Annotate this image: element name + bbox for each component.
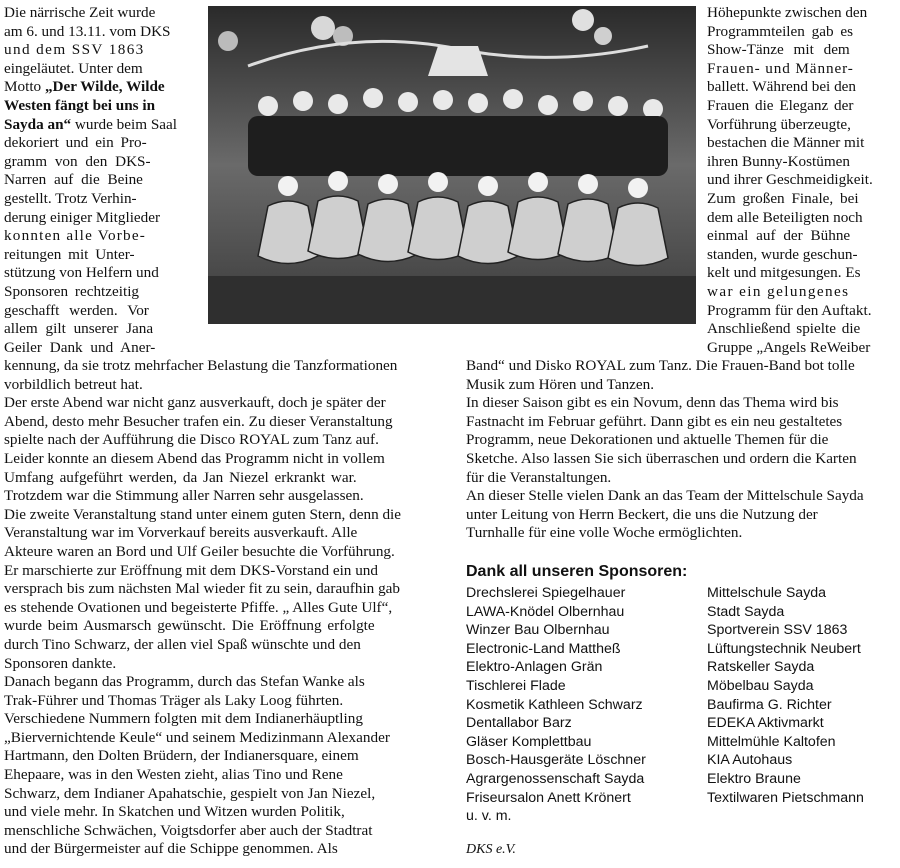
text-line: Hartmann, den Dolten Brüdern, der Indianersquare, einem <box>4 747 359 765</box>
sponsors-list-left <box>466 584 704 826</box>
text-line: reitungen mit Unter- <box>4 245 135 263</box>
list-item: KIA Autohaus <box>707 752 793 769</box>
text-line: In dieser Saison gibt es ein Novum, denn das Thema wird bis <box>466 394 839 412</box>
text-line: durch Tino Schwarz, der allen viel Spaß wünschte und den <box>4 635 361 653</box>
list-item: Gläser Komplettbau <box>466 733 592 750</box>
list-item: Lüftungstechnik Neubert <box>707 640 861 657</box>
list-item: Stadt Sayda <box>707 603 785 620</box>
text-line: stützung von Helfern und <box>4 264 159 282</box>
list-item: Baufirma G. Richter <box>707 696 832 713</box>
text-line: Höhepunkte zwischen den <box>707 4 868 21</box>
list-item: Electronic-Land Mattheß <box>466 640 621 657</box>
right-column-top <box>707 4 890 357</box>
text-line: Akteure waren an Bord und Ulf Geiler besuchte die Vorführung. <box>4 542 395 560</box>
text-line: und der Bürgermeister auf die Schippe genommen. Als <box>4 840 338 858</box>
text-line: Anschließend spielte die <box>707 320 861 338</box>
list-item: Mittelschule Sayda <box>707 585 827 601</box>
text-line: Frauen die Eleganz der <box>707 96 854 114</box>
text-line: Westen fängt bei uns in <box>4 96 156 114</box>
text-line: Programm für den Auftakt. <box>707 301 872 319</box>
text-line: Er marschierte zur Eröffnung mit dem DKS-Vorstand ein und <box>4 561 378 579</box>
sponsors-heading: Dank all unseren Sponsoren: <box>466 563 688 580</box>
text-line: Motto „Der Wilde, Wilde <box>4 78 165 96</box>
list-item: Friseursalon Anett Krönert <box>466 789 631 806</box>
group-photo-carnival-icon <box>208 6 696 324</box>
intro-column <box>4 4 202 357</box>
text-line: Verschiedene Nummern folgten mit dem Indianerhäuptling <box>4 710 363 728</box>
list-item: Ratskeller Sayda <box>707 659 815 676</box>
list-item: EDEKA Aktivmarkt <box>707 715 824 732</box>
list-item: Winzer Bau Olbernhau <box>466 622 610 639</box>
text-line: und ihrer Geschmeidigkeit. <box>707 171 873 189</box>
text-line: Umfang aufgeführt werden, da Jan Niezel erkrankt war. <box>4 468 357 486</box>
text-line: versprach bis zum nächsten Mal wieder fit zu sein, daraufhin gab <box>4 580 401 598</box>
text-line: spielte nach der Aufführung die Disco ROYAL zum Tanz auf. <box>4 431 379 449</box>
text-line: Programm, neue Dekorationen und aktuelle Themen für die <box>466 431 829 449</box>
text-line: Sayda an“ wurde beim Saal <box>4 115 177 133</box>
list-item: Textilwaren Pietschmann <box>707 789 864 806</box>
text-line: unter Leitung von Herrn Beckert, die uns die Nutzung der <box>466 505 818 523</box>
text-line: geschafft werden. Vor <box>4 301 149 319</box>
list-item: Elektro-Anlagen Grän <box>466 659 603 676</box>
text-line: Geiler Dank und Aner- <box>4 338 156 356</box>
list-item: Drechslerei Spiegelhauer <box>466 585 626 601</box>
text-line: und viele mehr. In Skatchen und Witzen wurden Politik, <box>4 803 345 821</box>
text-line: standen, wurde geschun- <box>707 245 858 263</box>
text-line: kennung, da sie trotz mehrfacher Belastung die Tanzformationen <box>4 357 398 374</box>
text-line: gestellt. Trotz Verhin- <box>4 189 137 207</box>
text-line: Sponsoren rechtzeitig <box>4 282 140 300</box>
right-column-main <box>466 357 890 543</box>
list-item: LAWA-Knödel Olbernhau <box>466 603 625 620</box>
text-line: kelt und mitgesungen. Es <box>707 264 861 282</box>
text-line: war ein gelungenes <box>707 282 850 300</box>
text-line: Narren auf die Beine <box>4 171 143 189</box>
text-line: dekoriert und ein Pro- <box>4 134 147 152</box>
text-line: es stehende Ovationen und begeisterte Pfiffe. „ Alles Gute Ulf“, <box>4 598 393 616</box>
text-line: am 6. und 13.11. vom DKS <box>4 22 171 40</box>
text-line: Programmteilen gab es <box>707 22 854 40</box>
group-photo <box>208 6 696 324</box>
text-line: „Biervernichtende Keule“ und seinem Medizinmann Alexander <box>4 728 390 746</box>
text-line: Schwarz, dem Indianer Apahatschie, gespielt von Jan Niezel, <box>4 784 376 802</box>
sponsors-list-right <box>707 584 892 807</box>
text-line: Vorführung überzeugte, <box>707 115 851 133</box>
text-line: Sketche. Also lassen Sie sich überraschen und ordern die Karten <box>466 449 857 467</box>
text-line: und dem SSV 1863 <box>4 41 145 59</box>
list-item: Agrargenossenschaft Sayda <box>466 770 645 787</box>
text-line: An dieser Stelle vielen Dank an das Team der Mittelschule Sayda <box>466 487 864 505</box>
text-line: eingeläutet. Unter dem <box>4 59 143 77</box>
list-item: Dentallabor Barz <box>466 715 572 732</box>
text-line: ballett. Während bei den <box>707 78 857 96</box>
left-column-main <box>4 357 442 859</box>
list-item: Elektro Braune <box>707 770 801 787</box>
text-line: allem gilt unserer Jana <box>4 320 154 338</box>
text-line: Band“ und Disko ROYAL zum Tanz. Die Frauen-Band bot tolle <box>466 357 855 374</box>
text-line: Die zweite Veranstaltung stand unter einem guten Stern, denn die <box>4 505 402 523</box>
text-line: für die Veranstaltungen. <box>466 468 612 486</box>
text-line: Fastnacht im Februar geführt. Dann gibt es ein neu gestaltetes <box>466 412 843 430</box>
signature: DKS e.V. <box>466 842 516 857</box>
text-line: Zum großen Finale, bei <box>707 189 859 207</box>
text-line: Leider konnte an diesem Abend das Programm nicht in vollem <box>4 449 385 467</box>
text-line: einmal auf der Bühne <box>707 227 851 245</box>
text-line: dem alle Beteiligten noch <box>707 208 863 226</box>
text-line: Danach begann das Programm, durch das Stefan Wanke als <box>4 673 365 691</box>
text-line: Abend, desto mehr Besucher trafen ein. Zu dieser Veranstaltung <box>4 412 393 430</box>
list-item: Tischlerei Flade <box>466 677 566 694</box>
text-line: Trak-Führer und Thomas Träger als Laky Loog führten. <box>4 691 344 709</box>
list-item: Möbelbau Sayda <box>707 677 814 694</box>
text-line: Show-Tänze mit dem <box>707 41 850 59</box>
text-line: Gruppe „Angels ReWeiber <box>707 338 871 356</box>
text-line: gramm von den DKS- <box>4 152 151 170</box>
list-item: Bosch-Hausgeräte Löschner <box>466 752 646 769</box>
text-line: derung einiger Mitglieder <box>4 208 161 226</box>
text-line: Ehepaare, was in den Westen zieht, alias Tino und Rene <box>4 766 343 784</box>
text-line: vorbildlich betreut hat. <box>4 375 143 393</box>
list-item: Kosmetik Kathleen Schwarz <box>466 696 643 713</box>
text-line: Trotzdem war die Stimmung aller Narren sehr ausgelassen. <box>4 487 364 505</box>
text-line: Musik zum Hören und Tanzen. <box>466 375 655 393</box>
text-line: konnten alle Vorbe- <box>4 227 147 245</box>
text-line: ihren Bunny-Kostümen <box>707 152 850 170</box>
text-line: bestachen die Männer mit <box>707 134 865 152</box>
text-line: Veranstaltung war im Vorverkauf bereits ausverkauft. Alle <box>4 524 358 542</box>
list-item: u. v. m. <box>466 808 512 825</box>
text-line: wurde beim Ausmarsch gewünscht. Die Eröffnung erfolgte <box>4 617 375 635</box>
text-line: Frauen- und Männer- <box>707 59 854 77</box>
list-item: Mittelmühle Kaltofen <box>707 733 836 750</box>
text-line: Turnhalle für eine volle Woche ermöglichten. <box>466 524 743 542</box>
text-line: Die närrische Zeit wurde <box>4 4 156 21</box>
text-line: Der erste Abend war nicht ganz ausverkauft, doch je später der <box>4 394 386 412</box>
list-item: Sportverein SSV 1863 <box>707 622 848 639</box>
text-line: menschliche Schwächen, Voigtsdorfer aber auch der Stadtrat <box>4 821 373 839</box>
text-line: Sponsoren dankte. <box>4 654 117 672</box>
